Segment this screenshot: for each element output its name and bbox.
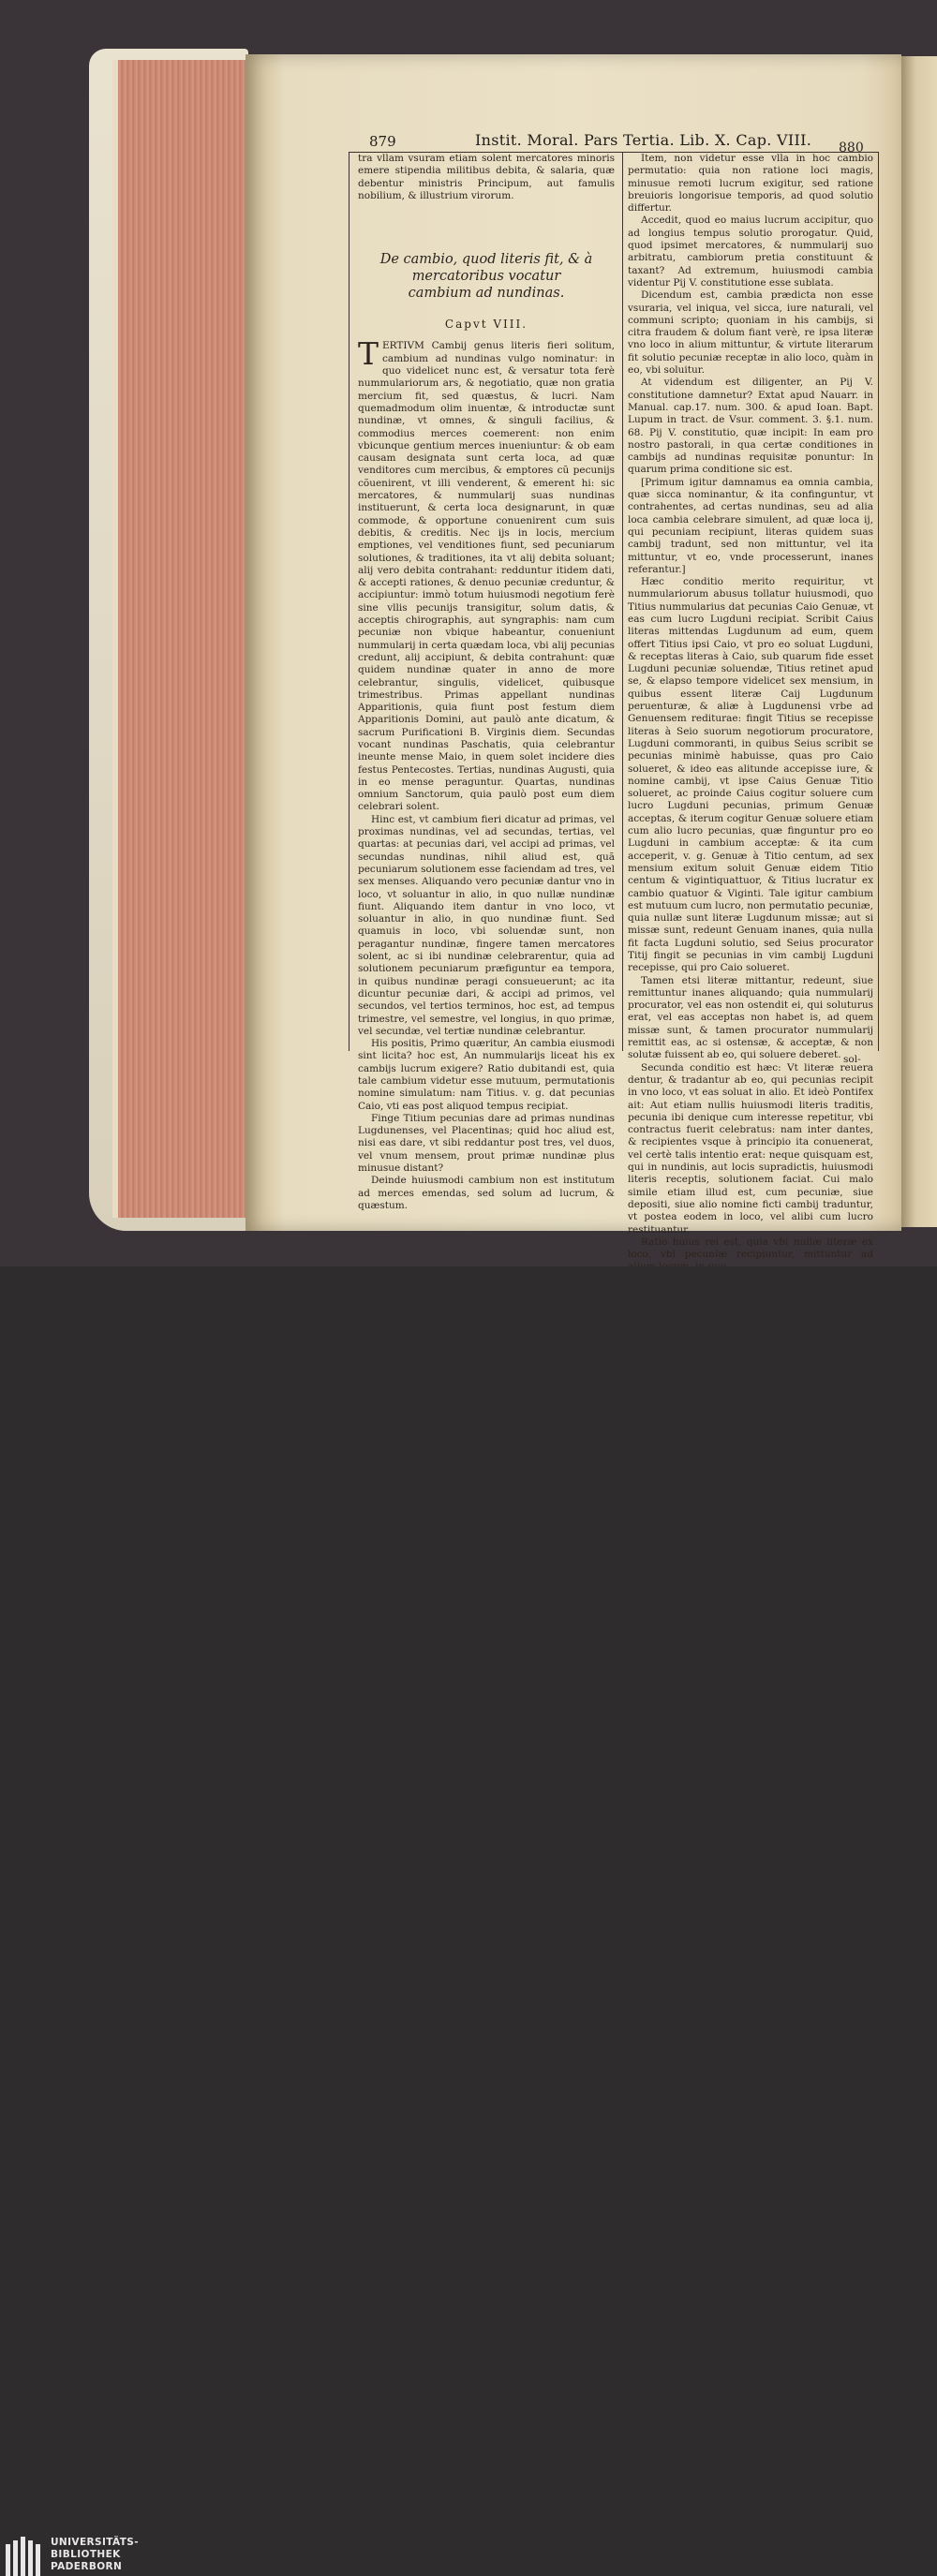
paragraph: Tamen etsi literæ mittantur, redeunt, siue remittuntur inanes aliquando; quia nummularij procurator, vel eas non ostendit ei, qui soluturus erat, vel eas acceptas non habet is, ad quem missæ sunt, & tamen procurator nummularij remittit eas, ac si ostensæ, & acceptæ, & non solutæ fuissent ab eo, qui soluere deberet. [628, 974, 873, 1061]
right-column [628, 153, 873, 1261]
library-footer [0, 1266, 937, 2572]
paragraph: Hinc est, vt cambium fieri dicatur ad primas, vel proximas nundinas, vel ad secundas, tertias, vel quartas: at pecunias dari, vel accipi ad primas, vel secundas nundinas, nihil aliud est, quã pecuniarum solutionem esse faciendam ad tres, vel sex menses. Aliquando vero pecuniæ dantur vno in loco, vt soluantur in alio, in quo nullæ nundinæ fiunt. Aliquando item dantur in vno loco, vt soluantur in alio, in quo nundinæ fiunt. Sed quamuis in loco, vbi soluendæ sunt, non peragantur nundinæ, fingere tamen mercatores solent, ac si ibi nundinæ celebrarentur, quia ad solutionem pecuniarum præfiguntur ea tempora, in quibus nundinæ peragi consueuerunt; ac ita dicuntur pecuniæ dari, & accipi ad primos, vel secundos, vel tertios terminos, hoc est, ad tempus trimestre, vel semestre, vel longius, in quo primæ, vel secundæ, vel tertiæ nundinæ celebrantur. [358, 813, 615, 1037]
paragraph: Dicendum est, cambia prædicta non esse vsuraria, vel iniqua, vel sicca, iure naturali, vel communi scripto; quoniam in his cambijs, si citra fraudem & dolum fiant verè, re ipsa literæ vno loco in alium mittuntur, & virtute literarum fit solutio pecuniæ receptæ in alio loco, quàm in eo, vbi soluitur. [628, 289, 873, 377]
page-block-edge [112, 60, 249, 1218]
paragraph: Item, non videtur esse vlla in hoc cambio permutatio: quia non ratione loci magis, minusue remoti lucrum exigitur, sed ratione breuioris longorisue temporis, ad quod solutio differtur. [628, 153, 873, 215]
right-page-number: 880 [839, 141, 864, 155]
library-name-line: PADERBORN [51, 2561, 123, 2572]
chapter-title: De cambio, quod literis fit, & à mercatoribus vocatur cambium ad nundinas. [379, 252, 593, 302]
right-frame-rule [878, 152, 879, 1051]
drop-cap: T [358, 335, 379, 373]
page-header [349, 131, 878, 152]
chapter-number: Capvt VIII. [444, 318, 528, 332]
opening-paragraph: tra vllam vsuram etiam solent mercatores minoris emere stipendia militibus debita, & salaria, quæ debentur ministris Principum, aut famulis nobilium, & illustrium virorum. [358, 153, 615, 201]
next-page-edge [901, 56, 937, 1227]
catchword: sol- [843, 1054, 861, 1065]
library-name-line: UNIVERSITÄTS- [51, 2537, 140, 2548]
scan-area [0, 0, 937, 1266]
left-frame-rule [349, 152, 350, 1051]
paragraph: Secunda conditio est hæc: Vt literæ reuera dentur, & tradantur ab eo, qui pecunias recipit in vno loco, vt eas soluat in alio. Et ideò Pontifex ait: Aut etiam nullis huiusmodi literis traditis, pecunia ibi denique cum interesse repetitur, vbi contractus fuerit celebratus: nam inter dantes, & recipientes vsque à principio ita conuenerat, vel certè talis intentio erat: neque quisquam est, qui in nundinis, aut locis supradictis, huiusmodi literis receptis, solutionem faciat. Cui malo simile etiam illud est, cum pecuniæ, siue depositi, siue alio nomine ficti cambij traduntur, vt postea eodem in loco, vel alibi cum lucro restituantur. [628, 1061, 873, 1236]
library-logo-icon [6, 2537, 43, 2576]
library-name-line: BIBLIOTHEK [51, 2549, 121, 2560]
paragraph-text: ERTIVM Cambij genus literis fieri solitum, cambium ad nundinas vulgo nominatur: in quo videlicet nunc est, & versatur tota ferè nummulariorum ars, & negotiatio, quæ non gratia mercium fit, sed quæstus, & lucri. Nam quemadmodum olim inuentæ, & introductæ sunt nundinæ, vt omnes, & singuli facilius, & commodius merces coemerent: non enim vbicunque gentium merces inueniuntur: & ob eam causam designata sunt certa loca, ad quæ venditores cum mercibus, & emptores cũ pecunijs cõuenirent, vt illi venderent, & emerent hi: sic mercatores, & nummularij suas nundinas instituerunt, & certa loca designarunt, in quæ commode, & opportune conuenirent cum suis debitis, & creditis. Nec ijs in locis, mercium emptiones, vel venditiones fiunt, sed pecuniarum solutiones, & traditiones, ita vt alij debita soluant; alij vero debita contrahant: redduntur itidem dati, & accepti rationes, & denuo pecuniæ creduntur, & accipiuntur: immò totum huiusmodi negotium ferè sine vllis pecunijs transigitur, solum datis, & acceptis chirographis, aut syngraphis: nam cum pecuniæ non vbique habeantur, conueniunt nummularij in certa quædam loca, vbi alij pecunias credunt, alij accipiunt, & debita contrahunt: quæ quidem nundinæ quater in anno de more celebrantur, singulis, videlicet, quibusque trimestribus. Primas appellant nundinas Apparitionis, quia fiunt post festum diem Apparitionis Domini, aut paulò ante dicatum, & sacrum Purificationi B. Virginis diem. Secundas vocant nundinas Paschatis, quia celebrantur ineunte mense Maio, in quem solet incidere dies festus Pentecostes. Tertias, nundinas Augusti, quia in eo mense peraguntur. Quartas, nundinas omnium Sanctorum, quia paulò post eum diem celebrari solent. [358, 340, 615, 813]
column-divider-rule [622, 152, 623, 1051]
library-name [51, 2537, 139, 2573]
running-title: Instit. Moral. Pars Tertia. Lib. X. Cap. VIII. [475, 131, 812, 149]
paragraph: Accedit, quod eo maius lucrum accipitur, quo ad longius tempus solutio prorogatur. Quid, quod ipsimet mercatores, & nummularij suo arbitratu, cambiorum pretia constituunt & taxant? Ad extremum, huiusmodi cambia videntur Pij V. constitutione esse sublata. [628, 215, 873, 289]
paragraph: Finge Titium pecunias dare ad primas nundinas Lugdunenses, vel Placentinas; quid hoc aliud est, nisi eas dare, vt sibi reddantur post tres, vel duos, vel vnum mensem, prout primæ nundinæ plus minusue distant? [358, 1112, 615, 1175]
paragraph: Hæc conditio merito requiritur, vt nummulariorum abusus tollatur huiusmodi, quo Titius nummularius dat pecunias Caio Genuæ, vt eas cum lucro Lugduni recipiat. Scribit Caius literas mittendas Lugdunum ad eum, quem offert Titius ipsi Caio, vt pro eo soluat Lugduni, & receptas literas à Caio, sub quarum fide esset Lugduni pecuniæ soluendæ, Titius retinet apud se, & elapso tempore videlicet sex mensium, in quibus essent literæ Caij Lugdunum peruenturæ, & aliæ à Lugdunensi vrbe ad Genuensem rediturae: fingit Titius se recepisse literas à Seio suorum negotiorum procuratore, Lugduni commoranti, in quibus Seius scribit se pecunias minimè habuisse, quas pro Caio solueret, & ideo eas alitunde accepisse iure, & nomine cambij, vt ipse Caius Genuæ Titio solueret, ac proinde Caius cogitur soluere cum lucro Lugduni pecunias, primum Genuæ acceptas, & iterum cogitur Genuæ soluere etiam cum alio lucro pecunias, quæ finguntur pro eo Lugduni in cambium acceptæ: & ita cum acceperit, v. g. Genuæ à Titio centum, ad sex mensium exitum soluit Genuæ eidem Titio centum & vigintiquattuor, & Titius lucratur ex cambio quatuor & Viginti. Tale igitur cambium est mutuum cum lucro, non permutatio pecuniæ, quia nullæ sunt literæ Lugdunum missæ; aut si missæ sunt, redeunt Genuam inanes, quia nulla fit facta Lugduni solutio, sed Seius procurator Titij fingit se pecunias in vim cambij Lugduni recepisse, qui pro Caio solueret. [628, 576, 873, 974]
quotation-paragraph: [Primum igitur damnamus ea omnia cambia, quæ sicca nominantur, & ita confinguntur, vt contrahentes, ad certas nundinas, seu ad alia loca cambia celebrare simulent, ad quæ loca ij, qui pecuniam recipiunt, literas quidem suas cambij tradunt, sed non mittuntur, vel ita mittuntur, vt eo, vnde processerunt, inanes referantur.] [628, 476, 873, 575]
left-page-number: 879 [369, 133, 396, 150]
paragraph: Ratio huius rei est, quia vbi nullæ literæ ex loco, vbi pecuniæ recipiuntur, mittuntur ad [628, 1236, 873, 1261]
paragraph: At videndum est diligenter, an Pij V. constitutione damnetur? Extat apud Nauarr. in Manual. cap.17. num. 300. & apud Ioan. Bapt. Lupum in tract. de Vsur. comment. 3. §.1. num. 68. Pij V. constitutio, quæ incipit: In eam pro nostro pastorali, in qua certæ conditiones in cambijs ad nundinas requisitæ ponuntur: In quarum prima conditione sic est. [628, 377, 873, 476]
left-column [358, 153, 615, 1211]
paragraph [358, 335, 615, 813]
paragraph: His positis, Primo quæritur, An cambia eiusmodi sint licita? hoc est, An nummularijs liceat his ex cambijs lucrum exigere? Ratio dubitandi est, quia tale cambium videtur esse mutuum, permutationis nomine simulatum: nam Titius. v. g. dat pecunias Caio, vti eas post aliquod tempus recipiat. [358, 1038, 615, 1112]
paragraph: Deinde huiusmodi cambium non est institutum ad merces emendas, sed solum ad lucrum, & quæstum. [358, 1175, 615, 1211]
